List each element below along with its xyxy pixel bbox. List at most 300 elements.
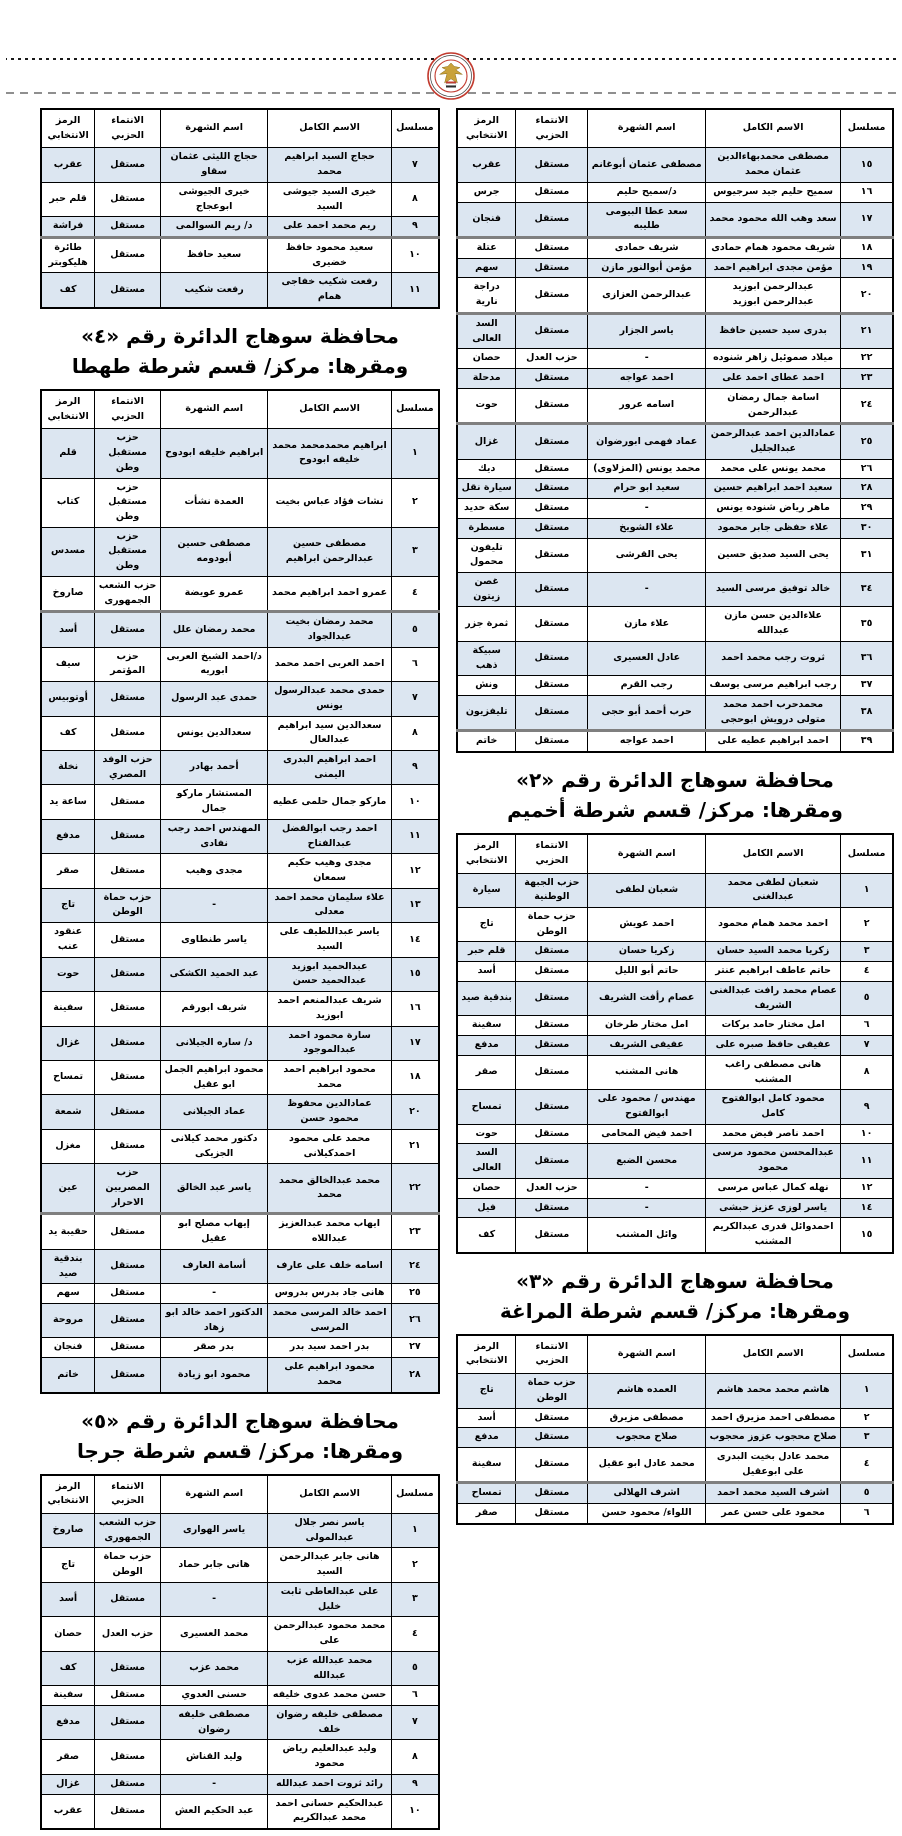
full-name-cell: رجب ابراهيم مرسى يوسف — [706, 676, 841, 696]
district-heading — [456, 1266, 894, 1326]
right-column — [456, 108, 894, 1531]
serial-cell: ١٦ — [841, 182, 893, 202]
symbol-cell: السد العالى — [457, 1144, 516, 1178]
district-heading-line1: محافظة سوهاج الدائرة رقم «٢» — [516, 768, 834, 793]
full-name-cell: محمود كامل ابوالفتوح كامل — [706, 1090, 841, 1124]
party-cell: مستقل — [516, 981, 588, 1015]
header-known-name: اسم الشهرة — [588, 834, 706, 873]
full-name-cell: احمد ناصر فيض محمد — [706, 1124, 841, 1144]
symbol-cell: غصن زيتون — [457, 572, 516, 606]
serial-cell: ٢٠ — [841, 278, 893, 313]
serial-cell: ٥ — [841, 1483, 893, 1504]
serial-cell: ٦ — [841, 1504, 893, 1524]
full-name-cell: هانى جاد بدرس بدروس — [268, 1284, 391, 1304]
serial-cell: ٧ — [391, 682, 439, 716]
serial-cell: ١ — [391, 1514, 439, 1548]
full-name-cell: ابراهيم محمدمحمد محمد خليفه ابودوح — [268, 429, 391, 478]
symbol-cell: أوتوبيس — [41, 682, 95, 716]
known-name-cell: احمد فيض المحامى — [588, 1124, 706, 1144]
symbol-cell: سهم — [457, 258, 516, 278]
district-heading-line1: محافظة سوهاج الدائرة رقم «٣» — [516, 1268, 834, 1293]
party-cell: مستقل — [516, 1218, 588, 1253]
full-name-cell: هاشم محمد محمد هاشم — [706, 1374, 841, 1408]
symbol-cell: سهم — [41, 1284, 95, 1304]
serial-cell: ١٠ — [391, 238, 439, 273]
symbol-cell: تليفزيون — [457, 696, 516, 731]
symbol-cell: سفينة — [41, 992, 95, 1026]
district-4-table — [40, 389, 440, 1394]
full-name-cell: هانى جابر عبدالرحمن السيد — [268, 1548, 391, 1582]
full-name-cell: محمد رمضان بخيت عبدالجواد — [268, 612, 391, 647]
party-cell: مستقل — [95, 682, 161, 716]
table-row — [457, 538, 893, 572]
full-name-cell: بدرى سيد حسين حافظ — [706, 313, 841, 348]
serial-cell: ٤ — [391, 1617, 439, 1651]
table-row — [457, 459, 893, 479]
known-name-cell: مصطفى عثمان أبوغانم — [588, 148, 706, 182]
party-cell: مستقل — [95, 1214, 161, 1249]
table-row — [41, 785, 439, 819]
known-name-cell: شريف حمادى — [588, 238, 706, 259]
party-cell: مستقل — [95, 1129, 161, 1163]
party-cell: حزب الوفد المصري — [95, 751, 161, 785]
party-cell: حزب حماة الوطن — [95, 1548, 161, 1582]
table-row — [41, 1514, 439, 1548]
district-heading-line2: ومقرها: مركز/ قسم شرطة جرجا — [76, 1438, 404, 1463]
known-name-cell: عبدالرحمن العزازى — [588, 278, 706, 313]
symbol-cell: حصان — [457, 1178, 516, 1198]
header-party: الانتماء الحزبي — [95, 1475, 161, 1514]
table-row — [41, 1129, 439, 1163]
party-cell: حزب الجبهة الوطنية — [516, 873, 588, 907]
table-row — [457, 1198, 893, 1218]
table-row — [41, 751, 439, 785]
serial-cell: ١٢ — [841, 1178, 893, 1198]
serial-cell: ١٧ — [841, 202, 893, 237]
full-name-cell: ميلاد صموئيل زاهر شنوده — [706, 349, 841, 369]
serial-cell: ٨ — [841, 1055, 893, 1089]
full-name-cell: عصام محمد رافت عبدالغنى الشريف — [706, 981, 841, 1015]
party-cell: مستقل — [516, 1448, 588, 1483]
symbol-cell: مدفع — [457, 1428, 516, 1448]
table-row — [41, 1651, 439, 1685]
table-row — [41, 1164, 439, 1214]
known-name-cell: مؤمن أبوالنور مازن — [588, 258, 706, 278]
known-name-cell: العمدة نشأت — [160, 478, 267, 527]
serial-cell: ١٠ — [391, 785, 439, 819]
full-name-cell: سعيد محمود حافظ خضيرى — [268, 238, 391, 273]
table-row — [41, 1705, 439, 1739]
party-cell: مستقل — [516, 278, 588, 313]
symbol-cell: تاج — [41, 888, 95, 922]
symbol-cell: غزال — [41, 1026, 95, 1060]
known-name-cell: محمد عادل ابو عقيل — [588, 1448, 706, 1483]
symbol-cell: أسد — [457, 1408, 516, 1428]
full-name-cell: صلاح محجوب عزوز محجوب — [706, 1428, 841, 1448]
party-cell: مستقل — [516, 424, 588, 459]
symbol-cell: مدفع — [41, 1705, 95, 1739]
party-cell: مستقل — [95, 1582, 161, 1616]
party-cell: حزب العدل — [516, 1178, 588, 1198]
serial-cell: ٢١ — [391, 1129, 439, 1163]
table-row — [457, 981, 893, 1015]
district-3-continuation-table — [40, 108, 440, 309]
serial-cell: ٣٥ — [841, 607, 893, 641]
full-name-cell: وليد عبدالعليم رياض محمود — [268, 1740, 391, 1774]
symbol-cell: خاتم — [41, 1358, 95, 1393]
header-known-name: اسم الشهرة — [588, 1335, 706, 1374]
symbol-cell: حصان — [457, 349, 516, 369]
party-cell: مستقل — [516, 1090, 588, 1124]
symbol-cell: دراجة نارية — [457, 278, 516, 313]
serial-cell: ١٠ — [391, 1794, 439, 1829]
table-row — [457, 1448, 893, 1483]
table-row — [457, 182, 893, 202]
symbol-cell: أسد — [457, 962, 516, 982]
table-row — [41, 1249, 439, 1283]
full-name-cell: عبدالحميد ابوزيد عبدالحميد حسن — [268, 957, 391, 991]
serial-cell: ٦ — [391, 647, 439, 681]
table-row — [41, 1358, 439, 1393]
symbol-cell: جرس — [457, 182, 516, 202]
table-row — [457, 1036, 893, 1056]
party-cell: مستقل — [516, 1428, 588, 1448]
full-name-cell: مصطفى خليفه رضوان خلف — [268, 1705, 391, 1739]
full-name-cell: حسن محمد عدوى خليفه — [268, 1686, 391, 1706]
district-heading-line1: محافظة سوهاج الدائرة رقم «٥» — [81, 1408, 399, 1433]
full-name-cell: هانى مصطفى راغب المشنب — [706, 1055, 841, 1089]
symbol-cell: كف — [41, 273, 95, 308]
table-row — [41, 429, 439, 478]
district-5-table — [40, 1474, 440, 1830]
known-name-cell: محمد عزب — [160, 1651, 267, 1685]
known-name-cell: ابراهيم خليفه ابودوح — [160, 429, 267, 478]
symbol-cell: سيارة — [457, 873, 516, 907]
table-row — [457, 148, 893, 182]
known-name-cell: دكتور محمد كيلانى الجزيكى — [160, 1129, 267, 1163]
party-cell: مستقل — [516, 518, 588, 538]
symbol-cell: مدفع — [41, 819, 95, 853]
full-name-cell: سعيد احمد ابراهيم حسين — [706, 479, 841, 499]
full-name-cell: امل مختار حامد بركات — [706, 1016, 841, 1036]
party-cell: مستقل — [516, 962, 588, 982]
table-row — [457, 202, 893, 237]
full-name-cell: محمد يونس على محمد — [706, 459, 841, 479]
party-cell: مستقل — [516, 731, 588, 752]
party-cell: مستقل — [95, 273, 161, 308]
party-cell: مستقل — [95, 182, 161, 216]
known-name-cell: محمد رمضان علل — [160, 612, 267, 647]
party-cell: مستقل — [516, 572, 588, 606]
symbol-cell: ساعة يد — [41, 785, 95, 819]
known-name-cell: اسامه عرور — [588, 388, 706, 423]
serial-cell: ٤ — [841, 1448, 893, 1483]
full-name-cell: عبدالحكيم حسانى احمد محمد عبدالكريم — [268, 1794, 391, 1829]
header-row — [41, 109, 439, 148]
full-name-cell: نهله كمال عباس مرسى — [706, 1178, 841, 1198]
party-cell: مستقل — [95, 957, 161, 991]
full-name-cell: علاء سليمان محمد احمد معدلى — [268, 888, 391, 922]
table-row — [457, 1483, 893, 1504]
full-name-cell: يحى السيد صديق حسين — [706, 538, 841, 572]
party-cell: مستقل — [516, 182, 588, 202]
party-cell: مستقل — [516, 696, 588, 731]
symbol-cell: نخلة — [41, 751, 95, 785]
full-name-cell: ثروت رجب محمد احمد — [706, 641, 841, 675]
serial-cell: ٢٥ — [841, 424, 893, 459]
symbol-cell: قلم حبر — [41, 182, 95, 216]
party-cell: مستقل — [95, 1026, 161, 1060]
symbol-cell: فراشة — [41, 217, 95, 238]
symbol-cell: مروحة — [41, 1304, 95, 1338]
symbol-cell: عتلة — [457, 238, 516, 259]
known-name-cell: وائل المشنب — [588, 1218, 706, 1253]
table-row — [457, 238, 893, 259]
table-row — [41, 1214, 439, 1249]
serial-cell: ٥ — [391, 612, 439, 647]
party-cell: مستقل — [516, 1016, 588, 1036]
header-party: الانتماء الحزبي — [516, 1335, 588, 1374]
header-party: الانتماء الحزبي — [95, 390, 161, 429]
symbol-cell: تمساح — [41, 1060, 95, 1094]
known-name-cell: عادل العسيرى — [588, 641, 706, 675]
symbol-cell: سبيكة ذهب — [457, 641, 516, 675]
known-name-cell: - — [160, 1774, 267, 1794]
symbol-cell: فنجان — [41, 1338, 95, 1358]
table-row — [41, 1026, 439, 1060]
serial-cell: ٢٥ — [391, 1284, 439, 1304]
known-name-cell: اشرف الهلالى — [588, 1483, 706, 1504]
serial-cell: ٨ — [391, 1740, 439, 1774]
known-name-cell: محسن الضبع — [588, 1144, 706, 1178]
serial-cell: ١ — [841, 1374, 893, 1408]
table-row — [41, 612, 439, 647]
known-name-cell: - — [160, 888, 267, 922]
header-known-name: اسم الشهرة — [160, 1475, 267, 1514]
serial-cell: ٧ — [391, 1705, 439, 1739]
table-row — [457, 349, 893, 369]
serial-cell: ٢٨ — [391, 1358, 439, 1393]
table-row — [457, 369, 893, 389]
header-symbol: الرمز الانتخابي — [457, 1335, 516, 1374]
symbol-cell: قلم — [41, 429, 95, 478]
symbol-cell: كف — [41, 716, 95, 750]
symbol-cell: أسد — [41, 1582, 95, 1616]
known-name-cell: علاء مازن — [588, 607, 706, 641]
serial-cell: ٢٢ — [391, 1164, 439, 1214]
known-name-cell: مصطفى خليفه رضوان — [160, 1705, 267, 1739]
serial-cell: ٥ — [841, 981, 893, 1015]
table-row — [457, 499, 893, 519]
known-name-cell: سعدالدين يونس — [160, 716, 267, 750]
table-row — [457, 676, 893, 696]
party-cell: مستقل — [95, 1774, 161, 1794]
full-name-cell: ياسر لوزى عزيز حبشى — [706, 1198, 841, 1218]
known-name-cell: ياسر الجزار — [588, 313, 706, 348]
serial-cell: ٢٨ — [841, 479, 893, 499]
known-name-cell: حرب أحمد أبو حجى — [588, 696, 706, 731]
known-name-cell: ياسر عبد الخالق — [160, 1164, 267, 1214]
full-name-cell: شريف عبدالمنعم احمد ابوزيد — [268, 992, 391, 1026]
symbol-cell: سفينة — [41, 1686, 95, 1706]
symbol-cell: سيف — [41, 647, 95, 681]
symbol-cell: أسد — [41, 612, 95, 647]
known-name-cell: حجاج الليثى عثمان سقاو — [160, 148, 267, 182]
full-name-cell: احمد ابراهيم عطيه على — [706, 731, 841, 752]
serial-cell: ١٩ — [841, 258, 893, 278]
known-name-cell: د/ ساره الجيلانى — [160, 1026, 267, 1060]
party-cell: مستقل — [516, 1504, 588, 1524]
party-cell: مستقل — [95, 148, 161, 182]
known-name-cell: حمدى عبد الرسول — [160, 682, 267, 716]
full-name-cell: احمد ابراهيم البدرى اليمنى — [268, 751, 391, 785]
serial-cell: ٢٤ — [841, 388, 893, 423]
known-name-cell: إيهاب مصلح ابو عقيل — [160, 1214, 267, 1249]
party-cell: مستقل — [516, 676, 588, 696]
table-row — [41, 1686, 439, 1706]
serial-cell: ٧ — [391, 148, 439, 182]
full-name-cell: سعد وهب الله محمود محمد — [706, 202, 841, 237]
header-full-name: الاسم الكامل — [268, 1475, 391, 1514]
symbol-cell: صاروخ — [41, 576, 95, 611]
serial-cell: ٢٧ — [391, 1338, 439, 1358]
known-name-cell: أحمد بهادر — [160, 751, 267, 785]
known-name-cell: محمد يونس (المزلاوى) — [588, 459, 706, 479]
party-cell: مستقل — [95, 1794, 161, 1829]
serial-cell: ٣٩ — [841, 731, 893, 752]
party-cell: مستقل — [516, 538, 588, 572]
known-name-cell: مصطفى مزيرق — [588, 1408, 706, 1428]
full-name-cell: اسامه خلف على عارف — [268, 1249, 391, 1283]
full-name-cell: محمد عادل بخيت البدرى على ابوعقيل — [706, 1448, 841, 1483]
header-full-name: الاسم الكامل — [706, 109, 841, 148]
header-serial: مسلسل — [391, 109, 439, 148]
district-heading-line2: ومقرها: مركز/ قسم شرطة طهطا — [71, 353, 409, 378]
known-name-cell: هانى المشنب — [588, 1055, 706, 1089]
symbol-cell: غزال — [457, 424, 516, 459]
serial-cell: ٢٦ — [391, 1304, 439, 1338]
full-name-cell: بدر احمد سيد بدر — [268, 1338, 391, 1358]
symbol-cell: مدفع — [457, 1036, 516, 1056]
known-name-cell: - — [588, 499, 706, 519]
table-row — [457, 258, 893, 278]
known-name-cell: عبد الحميد الكشكى — [160, 957, 267, 991]
symbol-cell: عقرب — [457, 148, 516, 182]
party-cell: مستقل — [95, 785, 161, 819]
party-cell: حزب الشعب الجمهورى — [95, 576, 161, 611]
table-row — [41, 148, 439, 182]
table-row — [41, 217, 439, 238]
serial-cell: ١٠ — [841, 1124, 893, 1144]
table-row — [41, 1060, 439, 1094]
full-name-cell: عبدالمحسن محمود مرسى محمود — [706, 1144, 841, 1178]
symbol-cell: سيارة نقل — [457, 479, 516, 499]
full-name-cell: سارة محمود احمد عبدالموجود — [268, 1026, 391, 1060]
serial-cell: ٥ — [391, 1651, 439, 1685]
header-serial: مسلسل — [841, 109, 893, 148]
table-row — [457, 518, 893, 538]
full-name-cell: احمدوائل قدرى عبدالكريم المشنب — [706, 1218, 841, 1253]
table-row — [41, 1740, 439, 1774]
party-cell: مستقل — [516, 942, 588, 962]
table-row — [457, 1124, 893, 1144]
table-row — [457, 1408, 893, 1428]
table-row — [457, 607, 893, 641]
party-cell: حزب حماة الوطن — [516, 1374, 588, 1408]
serial-cell: ١٥ — [841, 1218, 893, 1253]
table-row — [41, 273, 439, 308]
party-cell: مستقل — [516, 388, 588, 423]
symbol-cell: عقرب — [41, 148, 95, 182]
known-name-cell: المهندس احمد رجب نفادى — [160, 819, 267, 853]
known-name-cell: - — [160, 1582, 267, 1616]
symbol-cell: كف — [41, 1651, 95, 1685]
symbol-cell: حوت — [457, 1124, 516, 1144]
table-row — [41, 478, 439, 527]
party-cell: مستقل — [516, 1144, 588, 1178]
known-name-cell: - — [588, 349, 706, 369]
full-name-cell: محمد عبدالخالق محمد محمد — [268, 1164, 391, 1214]
full-name-cell: محمد عبدالله عزب عبدالله — [268, 1651, 391, 1685]
serial-cell: ٢ — [841, 908, 893, 942]
header-row — [457, 834, 893, 873]
symbol-cell: ديك — [457, 459, 516, 479]
district-heading-line1: محافظة سوهاج الدائرة رقم «٤» — [81, 323, 399, 348]
table-row — [457, 1428, 893, 1448]
full-name-cell: ماهر رياض شنوده يونس — [706, 499, 841, 519]
full-name-cell: مصطفى احمد مزيرق احمد — [706, 1408, 841, 1428]
serial-cell: ٩ — [391, 1774, 439, 1794]
known-name-cell: مهندس / محمود على ابوالفتوح — [588, 1090, 706, 1124]
full-name-cell: محمود على حسن عمر — [706, 1504, 841, 1524]
party-cell: مستقل — [516, 1124, 588, 1144]
left-column — [40, 108, 440, 1836]
known-name-cell: احمد عواجه — [588, 731, 706, 752]
symbol-cell: صقر — [41, 1740, 95, 1774]
party-cell: مستقل — [516, 1198, 588, 1218]
known-name-cell: يحى القرشى — [588, 538, 706, 572]
table-row — [457, 424, 893, 459]
serial-cell: ١ — [391, 429, 439, 478]
symbol-cell: بندقية صيد — [41, 1249, 95, 1283]
party-cell: مستقل — [95, 1249, 161, 1283]
serial-cell: ٤ — [391, 576, 439, 611]
table-row — [457, 962, 893, 982]
header-serial: مسلسل — [841, 834, 893, 873]
serial-cell: ٢١ — [841, 313, 893, 348]
symbol-cell: صقر — [457, 1055, 516, 1089]
serial-cell: ٢ — [391, 1548, 439, 1582]
full-name-cell: علاءالدين حسن مازن عبدالله — [706, 607, 841, 641]
known-name-cell: حاتم أبو الليل — [588, 962, 706, 982]
serial-cell: ٩ — [841, 1090, 893, 1124]
party-cell: حزب المصريين الاحرار — [95, 1164, 161, 1214]
known-name-cell: سعد عطا البيومى طليبه — [588, 202, 706, 237]
full-name-cell: احمد خالد المرسى محمد المرسى — [268, 1304, 391, 1338]
full-name-cell: خيرى السيد جيوشى السيد — [268, 182, 391, 216]
full-name-cell: احمد محمد همام محمود — [706, 908, 841, 942]
party-cell: مستقل — [95, 819, 161, 853]
serial-cell: ٩ — [391, 217, 439, 238]
symbol-cell: تاج — [457, 1374, 516, 1408]
table-row — [41, 819, 439, 853]
full-name-cell: احمد العربى احمد محمد — [268, 647, 391, 681]
full-name-cell: ياسر نصر جلال عبدالمولى — [268, 1514, 391, 1548]
serial-cell: ٣ — [841, 1428, 893, 1448]
full-name-cell: شريف محمود همام حمادى — [706, 238, 841, 259]
party-cell: مستقل — [516, 313, 588, 348]
known-name-cell: - — [588, 1198, 706, 1218]
